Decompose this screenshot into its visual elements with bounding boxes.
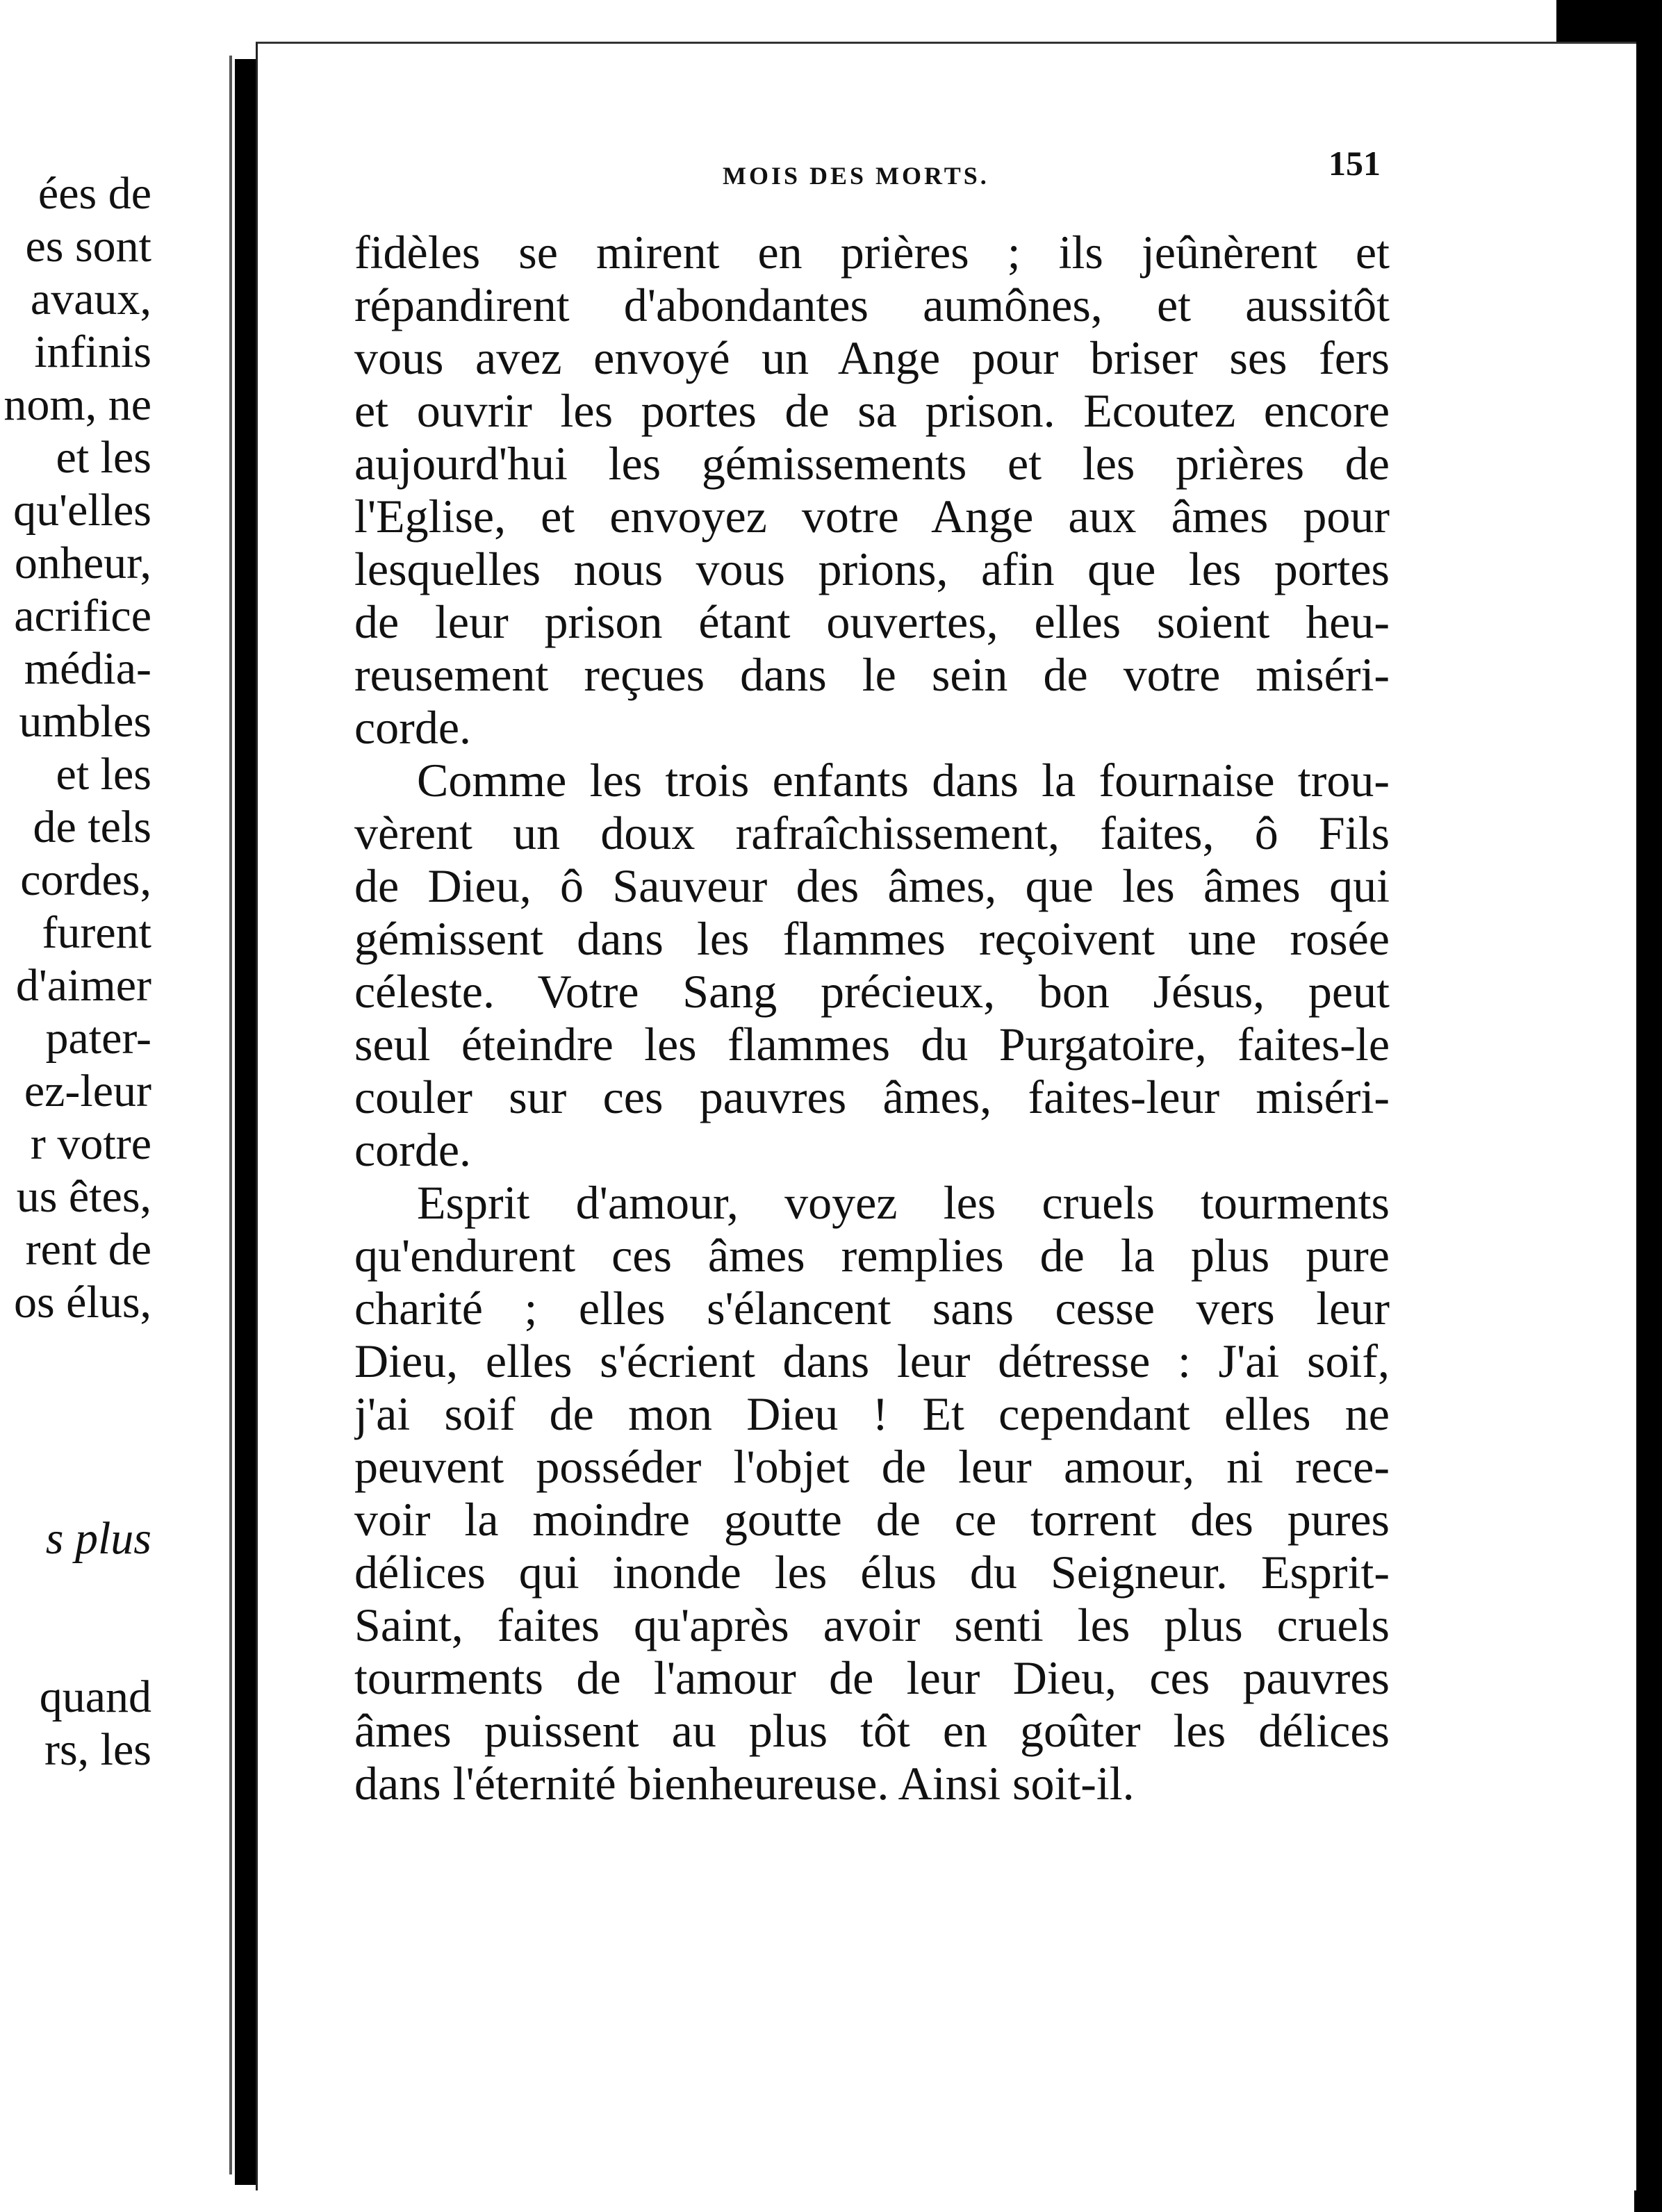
text-line: délices qui inonde les élus du Seigneur. Esprit- [354,1546,1390,1599]
text-line: charité ; elles s'élancent sans cesse vers leur [354,1282,1390,1335]
text-line: qu'endurent ces âmes remplies de la plus pure [354,1229,1390,1282]
text-line: Esprit d'amour, voyez les cruels tourments [417,1176,1390,1229]
previous-page-line: furent [42,907,151,958]
text-line: céleste. Votre Sang précieux, bon Jésus, peut [354,965,1390,1018]
text-line: tourments de l'amour de leur Dieu, ces pauvres [354,1651,1390,1704]
paragraph [354,1176,1390,1810]
previous-page-line: et les [56,432,151,483]
previous-page-line: rs, les [44,1724,151,1775]
running-head: MOIS DES MORTS. [723,162,989,190]
previous-page-line: pater- [45,1013,151,1064]
previous-page-line: onheur, [14,538,151,588]
previous-page-line: qu'elles [13,485,151,536]
previous-page-line: s plus [45,1513,151,1564]
text-line: dans l'éternité bienheureuse. Ainsi soit-il. [354,1757,1135,1810]
previous-page-line: cordes, [20,855,151,905]
scan-edge-right [1634,0,1662,2212]
text-line: Comme les trois enfants dans la fournaise trou- [417,754,1390,807]
text-line: voir la moindre goutte de ce torrent des pures [354,1493,1390,1546]
text-line: et ouvrir les portes de sa prison. Ecoutez encore [354,384,1390,437]
text-line: peuvent posséder l'objet de leur amour, ni rece- [354,1440,1390,1493]
text-line: couler sur ces pauvres âmes, faites-leur miséri- [354,1071,1390,1123]
page-number: 151 [1328,144,1381,183]
text-line: corde. [354,1123,472,1176]
text-line: âmes puissent au plus tôt en goûter les délices [354,1704,1390,1757]
text-line: vèrent un doux rafraîchissement, faites, ô Fils [354,807,1390,859]
previous-page-line: et les [56,749,151,800]
text-line: Saint, faites qu'après avoir senti les plus cruels [354,1599,1390,1651]
previous-page-line: ées de [38,168,151,219]
previous-page-line: os élus, [14,1277,151,1328]
text-line: répandirent d'abondantes aumônes, et aussitôt [354,279,1390,331]
previous-page-line: d'aimer [15,960,151,1011]
text-line: vous avez envoyé un Ange pour briser ses fers [354,331,1390,384]
previous-page-line: quand [39,1672,151,1722]
previous-page-fragment [0,56,232,2174]
previous-page-line: rent de [25,1224,151,1275]
text-line: gémissent dans les flammes reçoivent une rosée [354,912,1390,965]
previous-page-line: ez-leur [24,1066,151,1116]
paragraph [354,754,1390,1176]
text-line: corde. [354,701,472,754]
previous-page-line: es sont [25,221,151,272]
previous-page-line: avaux, [30,274,151,324]
text-line: l'Eglise, et envoyez votre Ange aux âmes pour [354,490,1390,543]
text-line: lesquelles nous vous prions, afin que les portes [354,543,1390,595]
text-line: seul éteindre les flammes du Purgatoire, faites-le [354,1018,1390,1071]
body-text [354,226,1390,1810]
paragraph [354,226,1390,754]
previous-page-line: de tels [33,802,151,852]
previous-page-line: nom, ne [3,379,151,430]
book-gutter [235,59,256,2185]
text-line: de leur prison étant ouvertes, elles soient heu- [354,595,1390,648]
previous-page-line: us êtes, [16,1171,151,1222]
text-line: de Dieu, ô Sauveur des âmes, que les âmes qui [354,859,1390,912]
previous-page-line: infinis [34,327,151,377]
text-line: aujourd'hui les gémissements et les prières de [354,437,1390,490]
text-line: fidèles se mirent en prières ; ils jeûnèrent et [354,226,1390,279]
text-line: reusement reçues dans le sein de votre miséri- [354,648,1390,701]
previous-page-line: r votre [30,1119,151,1169]
previous-page-line: média- [24,643,151,694]
previous-page-line: umbles [19,696,151,747]
text-line: Dieu, elles s'écrient dans leur détresse : J'ai soif, [354,1335,1390,1387]
text-line: j'ai soif de mon Dieu ! Et cependant elles ne [354,1387,1390,1440]
previous-page-line: acrifice [14,591,151,641]
